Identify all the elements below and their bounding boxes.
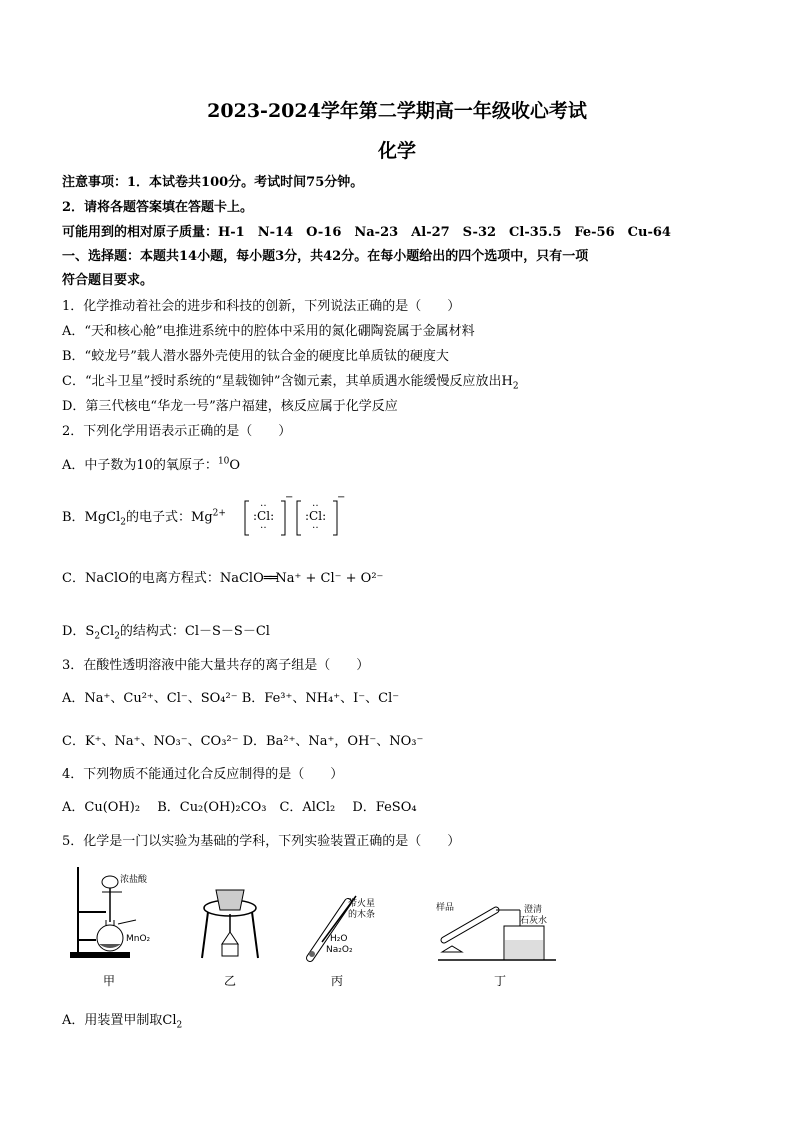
q4-options: A．Cu(OH)₂ B．Cu₂(OH)₂CO₃ C．AlCl₂ D．FeSO₄ [62,800,417,815]
q2-stem: 2．下列化学用语表示正确的是（ ） [62,424,292,439]
q2-b-dots-1b: ‥ [260,520,267,531]
q1-stem: 1．化学推动着社会的进步和科技的创新，下列说法正确的是（ ） [62,299,461,314]
bing-na2o2-label: Na₂O₂ [326,945,353,955]
bing-h2o-label: H₂O [330,934,348,944]
fig-label-bing: 丙 [331,974,344,988]
q1-option-a: A．“天和核心舱”电推进系统中的腔体中采用的氮化硼陶瓷属于金属材料 [62,324,475,339]
q2-b-charge: 2+ [212,508,226,519]
q2-d-sub2: 2 [114,631,120,642]
q1-option-b: B．“蛟龙号”载人潜水器外壳使用的钛合金的硬度比单质钛的硬度大 [62,349,449,364]
apparatus-bing [296,892,386,964]
exam-title: 2023-2024学年第二学期高一年级收心考试 [207,100,587,122]
fig-label-yi: 乙 [224,974,237,988]
atomic-masses: 可能用到的相对原子质量：H-1 N-14 O-16 Na-23 Al-27 S-32 Cl-35.5 Fe-56 Cu-64 [62,225,671,240]
bing-label-1: 带火星 [348,899,376,909]
q2-d-mid: Cl [100,624,115,639]
apparatus-yi [196,882,264,962]
section1-heading-1: 一、选择题：本题共14小题，每小题3分，共42分。在每小题给出的四个选项中，只有一项 [62,249,589,264]
q2-c-equals: ══ [263,571,276,586]
q3-options-cd: C．K⁺、Na⁺、NO₃⁻、CO₃²⁻ D．Ba²⁺、Na⁺，OH⁻、NO₃⁻ [62,734,424,749]
fig-label-ding: 丁 [494,974,507,988]
jia-mno2-label: MnO₂ [126,934,151,944]
ding-lime-label-2: 石灰水 [520,916,548,926]
fig-label-jia: 甲 [103,974,116,988]
q2-b-cl-1: :Cl: [253,509,275,523]
subject-title: 化学 [377,140,416,162]
ding-lime-label-1: 澄清 [524,905,543,915]
crucible-tripod-icon [196,882,264,962]
q2-b-text: B．MgCl [62,510,121,525]
q2-b-dots-1a: ‥ [260,498,267,509]
q2-b-dots-2a: ‥ [312,498,319,509]
q5-a-sub: 2 [176,1020,183,1031]
q2-b-dots-2b: ‥ [312,520,319,531]
note-2: 2．请将各题答案填在答题卡上。 [62,200,254,215]
q3-stem: 3．在酸性透明溶液中能大量共存的离子组是（ ） [62,658,370,673]
q1-option-c-text: C．“北斗卫星”授时系统的“星载铷钟”含铷元素，其单质遇水能缓慢反应放出H [62,374,513,389]
jia-hcl-label: 浓盐酸 [120,875,148,885]
q2-b-electron-formula [243,492,346,538]
ding-sample-label: 样品 [436,903,455,913]
q2-b-sub: 2 [120,517,127,528]
q5-option-a [62,1012,182,1030]
q2-option-b [62,509,226,527]
q2-d-sub1: 2 [94,631,101,642]
q5-a-text: A．用装置甲制取Cl [62,1013,177,1028]
q2-d-text: D．S [62,624,95,639]
apparatus-ding [436,896,560,966]
flask-apparatus-icon [66,862,166,962]
q2-c-text: C．NaClO的电离方程式：NaClO [62,571,264,586]
q1-option-c-sub: 2 [512,381,519,392]
q1-option-c [62,373,519,391]
section1-heading-2: 符合题目要求。 [62,273,154,288]
q2-option-a [62,457,240,475]
q2-d-rest: 的结构式：Cl－S－S－Cl [119,624,270,639]
q2-b-minus-2: − [337,492,346,503]
q2-c-products: Na⁺ + Cl⁻ + O²⁻ [275,571,384,586]
bing-label-2: 的木条 [348,910,376,920]
note-1: 注意事项：1．本试卷共100分。考试时间75分钟。 [62,175,364,190]
q4-stem: 4．下列物质不能通过化合反应制得的是（ ） [62,767,344,782]
q2-b-minus-1: − [285,492,294,503]
q1-option-d: D．第三代核电“华龙一号”落户福建，核反应属于化学反应 [62,399,398,414]
q2-a-text: A．中子数为10的氧原子： [62,458,218,473]
q5-stem: 5．化学是一门以实验为基础的学科，下列实验装置正确的是（ ） [62,834,461,849]
q2-option-d [62,623,270,641]
q2-b-rest: 的电子式：Mg [126,510,213,525]
q2-a-symbol: O [229,458,241,473]
q2-option-c [62,570,383,588]
q2-a-mass: 10 [217,456,230,467]
q3-options-ab: A．Na⁺、Cu²⁺、Cl⁻、SO₄²⁻ B．Fe³⁺、NH₄⁺、I⁻、Cl⁻ [62,691,400,706]
apparatus-jia [66,862,166,962]
q2-b-cl-2: :Cl: [305,509,327,523]
